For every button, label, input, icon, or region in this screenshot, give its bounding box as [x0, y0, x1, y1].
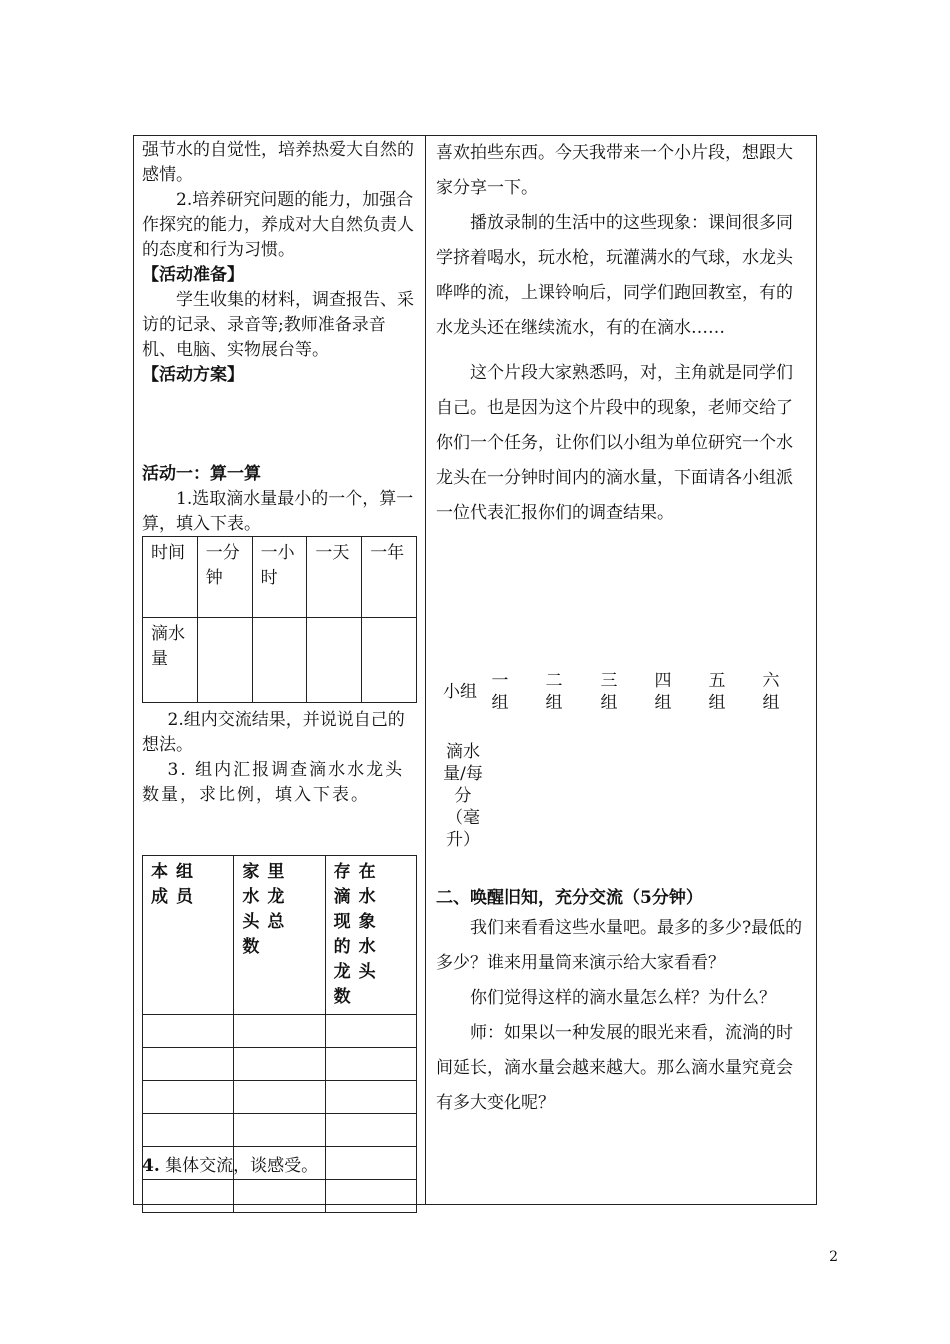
page-number: 2: [829, 1249, 838, 1265]
table-cell: 滴水量: [143, 618, 198, 703]
activity-one-block: [142, 462, 418, 537]
table-cell: 一天: [307, 537, 362, 618]
table-header-cell: 家里水龙头总数: [234, 856, 325, 1015]
table-cell: [234, 1081, 325, 1114]
table-header-cell: 存在滴水现象的水龙头数: [325, 856, 416, 1015]
groups-label: 小组: [443, 682, 477, 702]
table-cell: [143, 1081, 234, 1114]
right-para-2: 播放录制的生活中的这些现象：课间很多同学挤着喝水，玩水枪，玩灌满水的气球，水龙头哗哗的流，上课铃响后，同学们跑回教室，有的水龙头还在继续流水，有的在滴水……: [436, 213, 793, 338]
table-cell: 时间: [143, 537, 198, 618]
heading-activity-one: 活动一：算一算: [142, 464, 261, 484]
steps-block: [142, 708, 418, 808]
left-para-2: 2.培养研究问题的能力，加强合作探究的能力，养成对大自然负责人的态度和行为习惯。: [142, 190, 414, 260]
right-para-3: 这个片段大家熟悉吗，对，主角就是同学们自己。也是因为这个片段中的现象，老师交给了你们一个任务，让你们以小组为单位研究一个水龙头在一分钟时间内的滴水量，下面请各小组派一位代表汇报你们的调查结果。: [436, 363, 793, 523]
table-row: [143, 1114, 417, 1147]
table-cell: 一年: [362, 537, 417, 618]
table-cell: [143, 1114, 234, 1147]
table-cell: [362, 618, 417, 703]
drip-rate-label: 滴水量/每分（毫升）: [443, 742, 483, 850]
group-1: 一组: [491, 671, 509, 713]
table-cell: [325, 1015, 416, 1048]
table-cell: [325, 1048, 416, 1081]
left-para-1: 强节水的自觉性，培养热爱大自然的感情。: [142, 140, 414, 185]
table-row: [143, 537, 417, 618]
step-four-text: 集体交流，谈感受。: [159, 1156, 319, 1176]
table-cell: [197, 618, 252, 703]
table-cell: 一小时: [252, 537, 307, 618]
left-para-4: 1.选取滴水量最小的一个，算一算，填入下表。: [142, 489, 414, 534]
drip-calc-table: [142, 536, 417, 703]
table-cell: 一分钟: [197, 537, 252, 618]
table-row: [143, 1081, 417, 1114]
step-four: [142, 1154, 418, 1179]
heading-preparation: 【活动准备】: [142, 265, 244, 285]
right-para-5: 你们觉得这样的滴水量怎么样？为什么？: [470, 988, 776, 1008]
table-cell: [325, 1114, 416, 1147]
table-row: [143, 1015, 417, 1048]
left-para-5: 2.组内交流结果，并说说自己的想法。: [142, 710, 405, 755]
group-6: 六组: [762, 671, 780, 713]
column-divider: [425, 135, 426, 1205]
table-cell: [325, 1180, 416, 1213]
heading-section-two: 二、唤醒旧知，充分交流（5分钟）: [436, 888, 703, 908]
group-2: 二组: [545, 671, 563, 713]
table-header-cell: 本组成员: [143, 856, 234, 1015]
section-two: [436, 886, 808, 1121]
right-column: [436, 136, 808, 531]
table-cell: [307, 618, 362, 703]
table-row: [143, 618, 417, 703]
left-para-6: 3. 组内汇报调查滴水水龙头数量，求比例，填入下表。: [142, 760, 405, 805]
table-cell: [234, 1015, 325, 1048]
table-row: [143, 856, 417, 1015]
table-cell: [143, 1048, 234, 1081]
table-row: [143, 1048, 417, 1081]
group-5: 五组: [708, 671, 726, 713]
right-para-6: 师：如果以一种发展的眼光来看，流淌的时间延长，滴水量会越来越大。那么滴水量究竟会有多大变化呢？: [436, 1023, 793, 1113]
left-para-3: 学生收集的材料，调查报告、采访的记录、录音等;教师准备录音机、电脑、实物展台等。: [142, 290, 414, 360]
table-cell: [234, 1114, 325, 1147]
table-cell: [143, 1180, 234, 1213]
heading-plan: 【活动方案】: [142, 365, 244, 385]
group-4: 四组: [654, 671, 672, 713]
group-3: 三组: [600, 671, 618, 713]
table-cell: [143, 1015, 234, 1048]
step-four-number: 4.: [142, 1156, 160, 1176]
table-cell: [234, 1180, 325, 1213]
right-para-4: 我们来看看这些水量吧。最多的多少?最低的多少？谁来用量筒来演示给大家看看？: [436, 918, 803, 973]
left-column: [142, 138, 418, 388]
table-cell: [234, 1048, 325, 1081]
table-row: [143, 1180, 417, 1213]
table-cell: [252, 618, 307, 703]
table-cell: [325, 1081, 416, 1114]
right-para-1: 喜欢拍些东西。今天我带来一个小片段，想跟大家分享一下。: [436, 143, 793, 198]
